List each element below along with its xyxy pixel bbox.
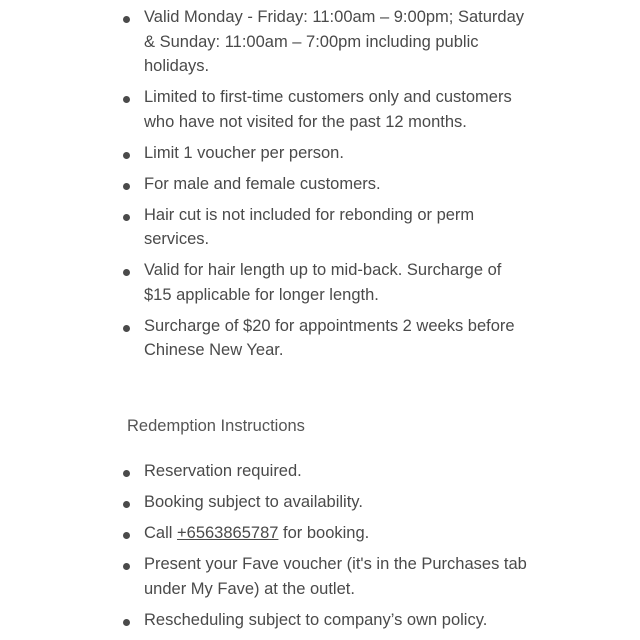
list-item: [0, 203, 640, 252]
list-item: [0, 608, 640, 633]
redemption-text: Reservation required.: [144, 462, 302, 480]
condition-text: For male and female customers.: [144, 174, 381, 193]
list-item: [0, 85, 640, 134]
condition-text: Valid for hair length up to mid-back. Surcharge of $15 applicable for longer length.: [144, 261, 502, 304]
redemption-text: Rescheduling subject to company’s own policy.: [144, 610, 488, 629]
bullet-icon: [123, 152, 130, 159]
bullet-icon: [123, 96, 130, 103]
redemption-list: [0, 459, 640, 639]
list-item: [0, 314, 640, 363]
list-item: [0, 552, 640, 601]
condition-text: Valid Monday - Friday: 11:00am – 9:00pm; Saturday & Sunday: 11:00am – 7:00pm including public holidays.: [144, 8, 524, 75]
list-item: [0, 459, 640, 484]
condition-text: Hair cut is not included for rebonding or perm services.: [144, 205, 475, 248]
redemption-text: Present your Fave voucher (it's in the Purchases tab under My Fave) at the outlet.: [144, 555, 527, 598]
bullet-icon: [123, 532, 130, 539]
call-prefix: Call: [144, 524, 178, 542]
conditions-list: [0, 5, 640, 369]
list-item: [0, 172, 640, 197]
bullet-icon: [123, 16, 130, 23]
call-suffix: for booking.: [278, 524, 370, 542]
condition-text: Surcharge of $20 for appointments 2 weeks before Chinese New Year.: [144, 316, 515, 359]
bullet-icon: [123, 325, 130, 332]
redemption-text: Booking subject to availability.: [144, 493, 363, 511]
bullet-icon: [123, 269, 130, 276]
list-item: [0, 521, 640, 546]
bullet-icon: [123, 619, 130, 626]
list-item: [0, 141, 640, 166]
list-item: [0, 490, 640, 515]
bullet-icon: [123, 563, 130, 570]
phone-link[interactable]: +6563865787: [177, 524, 279, 542]
condition-text: Limit 1 voucher per person.: [144, 143, 344, 162]
list-item: [0, 5, 640, 79]
bullet-icon: [123, 214, 130, 221]
bullet-icon: [123, 183, 130, 190]
condition-text: Limited to first-time customers only and customers who have not visited for the past 12 months.: [144, 88, 512, 131]
bullet-icon: [123, 470, 130, 477]
list-item: [0, 258, 640, 307]
bullet-icon: [123, 501, 130, 508]
redemption-heading: Redemption Instructions: [127, 417, 305, 435]
